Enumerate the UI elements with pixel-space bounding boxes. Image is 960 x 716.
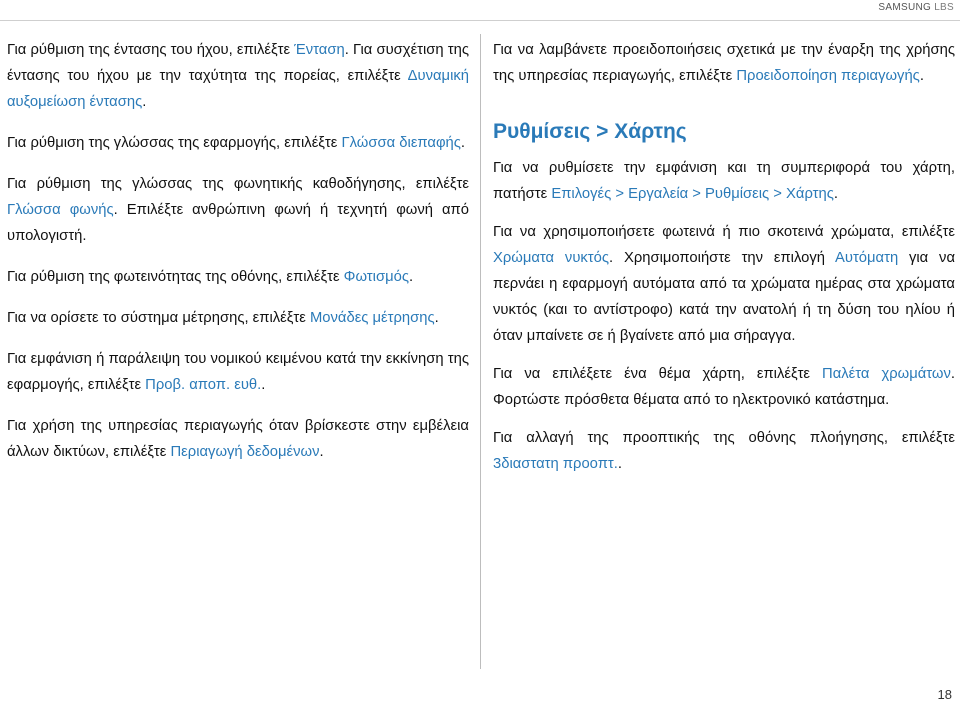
text: Για ρύθμιση της φωτεινότητας της οθόνης, επιλέξτε bbox=[7, 269, 344, 285]
column-divider bbox=[480, 34, 481, 669]
option-3d-perspective: 3διαστατη προοπτ. bbox=[493, 456, 618, 472]
text: Για αλλαγή της προοπτικής της οθόνης πλοήγησης, επιλέξτε bbox=[493, 430, 955, 446]
text: . bbox=[319, 444, 324, 460]
option-voice-language: Γλώσσα φωνής bbox=[7, 202, 114, 218]
paragraph-color-palette bbox=[493, 361, 955, 413]
text: . bbox=[919, 68, 924, 84]
header-divider bbox=[0, 20, 960, 21]
text: για να περνάει η εφαρμογή αυτόματα από τα χρώματα ημέρας στα χρώματα νυκτός (και το αντίστροφο) κατά την ανατολή ή τη δύση του ηλίου ή όταν μπαίνετε σε ή βγαίνετε από μια σήραγγα. bbox=[493, 250, 956, 344]
option-units: Μονάδες μέτρησης bbox=[309, 310, 435, 326]
brand-logo bbox=[878, 2, 954, 13]
option-data-roaming: Περιαγωγή δεδομένων bbox=[170, 444, 320, 460]
right-column bbox=[493, 37, 955, 489]
brand-suffix: LBS bbox=[934, 2, 954, 13]
option-lighting: Φωτισμός bbox=[343, 269, 409, 285]
menu-path: Επιλογές > Εργαλεία > Ρυθμίσεις > Χάρτης bbox=[551, 186, 834, 202]
paragraph-night-colors bbox=[493, 219, 955, 349]
paragraph-data-roaming bbox=[7, 413, 469, 465]
text: . bbox=[434, 310, 439, 326]
text: . bbox=[833, 186, 839, 202]
option-disclaimer: Προβ. αποπ. ευθ. bbox=[145, 377, 262, 393]
left-column bbox=[7, 37, 469, 480]
paragraph-brightness bbox=[7, 264, 469, 290]
text: Για ρύθμιση της γλώσσας της φωνητικής καθοδήγησης, επιλέξτε bbox=[7, 176, 469, 192]
text: . bbox=[261, 377, 266, 393]
paragraph-roaming-warning bbox=[493, 37, 955, 89]
text: . bbox=[142, 94, 147, 110]
option-color-palette: Παλέτα χρωμάτων bbox=[822, 366, 951, 382]
paragraph-units bbox=[7, 305, 469, 331]
text: Για ρύθμιση της γλώσσας της εφαρμογής, επιλέξτε bbox=[7, 135, 342, 151]
text: . bbox=[408, 269, 414, 285]
text: . Χρησιμοποιήστε την επιλογή bbox=[609, 250, 835, 266]
paragraph-voice-language bbox=[7, 171, 469, 249]
text: Για εμφάνιση ή παράλειψη του νομικού κειμένου κατά την εκκίνηση της εφαρμογής, επιλέξτε bbox=[7, 351, 469, 393]
paragraph-legal-text bbox=[7, 346, 469, 398]
option-dynamic-volume: Δυναμική αυξομείωση έντασης bbox=[7, 68, 469, 110]
option-volume: Ένταση bbox=[294, 42, 345, 58]
text: . bbox=[617, 456, 622, 472]
paragraph-volume bbox=[7, 37, 469, 115]
text: Για να ορίσετε το σύστημα μέτρησης, επιλέξτε bbox=[7, 310, 310, 326]
text: Για να χρησιμοποιήσετε φωτεινά ή πιο σκοτεινά χρώματα, επιλέξτε bbox=[493, 224, 955, 240]
text: . Για συσχέτιση της έντασης του ήχου με την ταχύτητα της πορείας, επιλέξτε bbox=[7, 42, 469, 84]
option-night-colors: Χρώματα νυκτός bbox=[493, 250, 610, 266]
section-heading: Ρυθμίσεις > Χάρτης bbox=[493, 120, 687, 143]
option-automatic: Αυτόματη bbox=[834, 250, 899, 266]
paragraph-3d-perspective bbox=[493, 425, 955, 477]
option-interface-language: Γλώσσα διεπαφής bbox=[341, 135, 461, 151]
brand-name: SAMSUNG bbox=[878, 2, 932, 13]
text: Για να ρυθμίσετε την εμφάνιση και τη συμπεριφορά του χάρτη, πατήστε bbox=[493, 160, 955, 202]
text: Για ρύθμιση της έντασης του ήχου, επιλέξτε bbox=[7, 42, 295, 58]
text: Για να λαμβάνετε προειδοποιήσεις σχετικά με την έναρξη της χρήσης της υπηρεσίας περιαγωγής, επιλέξτε bbox=[493, 42, 955, 84]
text: Για χρήση της υπηρεσίας περιαγωγής όταν βρίσκεστε στην εμβέλεια άλλων δικτύων, επιλέξτε bbox=[7, 418, 469, 460]
page-number: 18 bbox=[937, 687, 952, 702]
paragraph-map-settings bbox=[493, 155, 955, 207]
text: Για να επιλέξετε ένα θέμα χάρτη, επιλέξτε bbox=[493, 366, 823, 382]
text: . Επιλέξτε ανθρώπινη φωνή ή τεχνητή φωνή από υπολογιστή. bbox=[7, 202, 469, 244]
text: . Φορτώστε πρόσθετα θέματα από το ηλεκτρονικό κατάστημα. bbox=[493, 366, 955, 408]
paragraph-interface-language bbox=[7, 130, 469, 156]
option-roaming-warning: Προειδοποίηση περιαγωγής bbox=[736, 68, 920, 84]
text: . bbox=[460, 135, 466, 151]
